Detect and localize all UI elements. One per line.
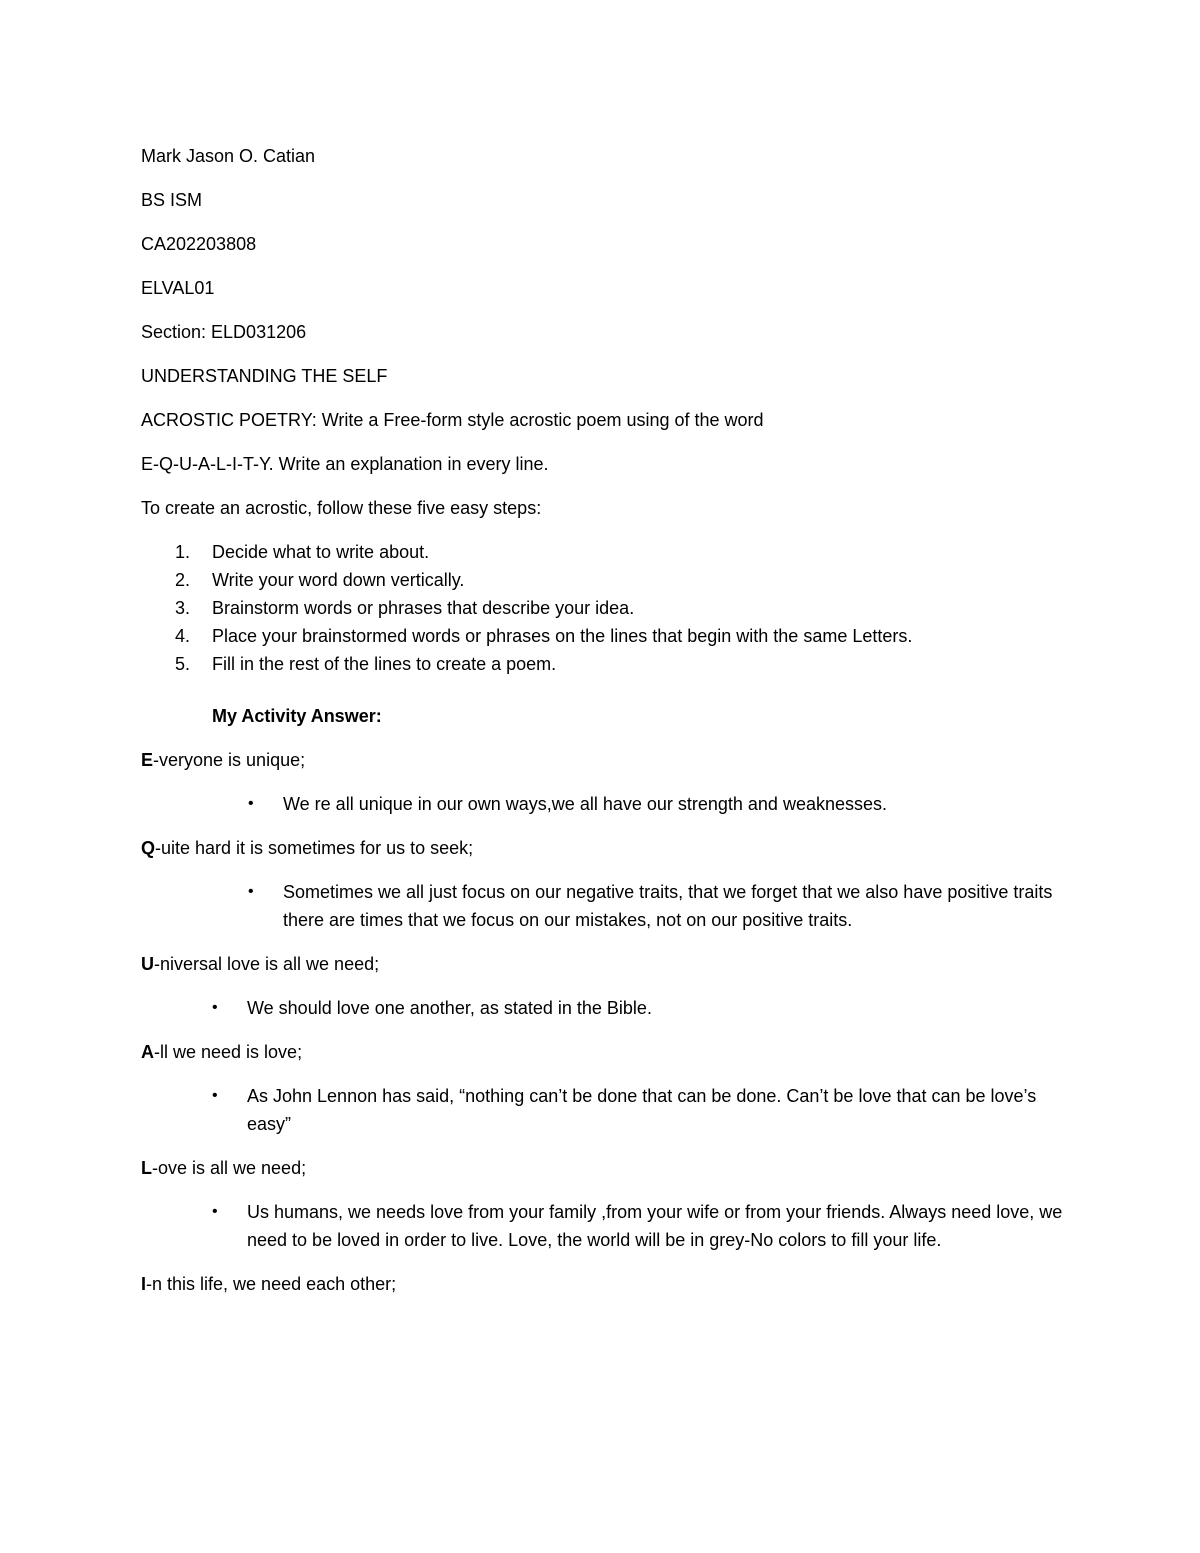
student-name: Mark Jason O. Catian [141,146,316,166]
acrostic-letter: E [141,750,154,770]
acrostic-letter: A [141,1042,154,1062]
explanation-text: As John Lennon has said, “nothing can’t be done that can be done. Can’t be love that can be love’s easy” [247,1086,1037,1134]
explanation-q [141,878,1071,934]
course-code: ELVAL01 [141,278,215,298]
student-id: CA202203808 [141,234,257,254]
explanation-text: Sometimes we all just focus on our negative traits, that we forget that we also have positive traits there are times that we focus on our mistakes, not on our positive traits. [283,882,1053,930]
subject-title: UNDERSTANDING THE SELF [141,366,388,386]
acrostic-line-i [141,1270,1071,1298]
list-item [141,622,1071,650]
document-body [141,142,1071,1314]
steps-intro: To create an acrostic, follow these five easy steps: [141,498,542,518]
step-text: Place your brainstormed words or phrases on the lines that begin with the same Letters. [212,626,913,646]
acrostic-line-text: -niversal love is all we need; [154,954,380,974]
explanation-e [141,790,1071,818]
step-number: 1. [175,542,191,562]
explanation-l [141,1198,1071,1254]
student-program: BS ISM [141,190,203,210]
instruction-line-2: E-Q-U-A-L-I-T-Y. Write an explanation in every line. [141,454,549,474]
acrostic-line-e [141,746,1071,774]
acrostic-line-l [141,1154,1071,1182]
acrostic-line-text: -ove is all we need; [152,1158,307,1178]
acrostic-letter: I [141,1274,147,1294]
explanation-text: We should love one another, as stated in the Bible. [247,998,652,1018]
step-text: Fill in the rest of the lines to create a poem. [212,654,557,674]
explanation-text: Us humans, we needs love from your family ,from your wife or from your friends. Always need love, we need to be loved in order to live. Love, the world will be in grey-No colors to fill your life. [247,1202,1063,1250]
answer-heading: My Activity Answer: [212,706,382,726]
list-item [141,594,1071,622]
list-item [141,538,1071,566]
bullet-icon: • [212,1203,218,1220]
acrostic-line-text: -veryone is unique; [153,750,306,770]
bullet-icon: • [248,795,254,812]
step-text: Brainstorm words or phrases that describe your idea. [212,598,635,618]
step-text: Write your word down vertically. [212,570,465,590]
acrostic-line-text: -n this life, we need each other; [146,1274,397,1294]
explanation-u [141,994,1071,1022]
acrostic-line-text: -uite hard it is sometimes for us to seek; [155,838,474,858]
step-number: 3. [175,598,191,618]
step-number: 5. [175,654,191,674]
list-item [141,566,1071,594]
bullet-icon: • [248,883,254,900]
acrostic-line-a [141,1038,1071,1066]
step-text: Decide what to write about. [212,542,430,562]
acrostic-line-u [141,950,1071,978]
acrostic-letter: Q [141,838,156,858]
explanation-text: We re all unique in our own ways,we all have our strength and weaknesses. [283,794,888,814]
list-item [141,650,1071,678]
step-number: 2. [175,570,191,590]
steps-list [141,538,1071,678]
acrostic-letter: L [141,1158,152,1178]
bullet-icon: • [212,1087,218,1104]
section-code: Section: ELD031206 [141,322,307,342]
acrostic-line-text: -ll we need is love; [154,1042,303,1062]
instruction-line-1: ACROSTIC POETRY: Write a Free-form style acrostic poem using of the word [141,410,764,430]
explanation-a [141,1082,1071,1138]
acrostic-letter: U [141,954,154,974]
acrostic-line-q [141,834,1071,862]
step-number: 4. [175,626,191,646]
bullet-icon: • [212,999,218,1016]
